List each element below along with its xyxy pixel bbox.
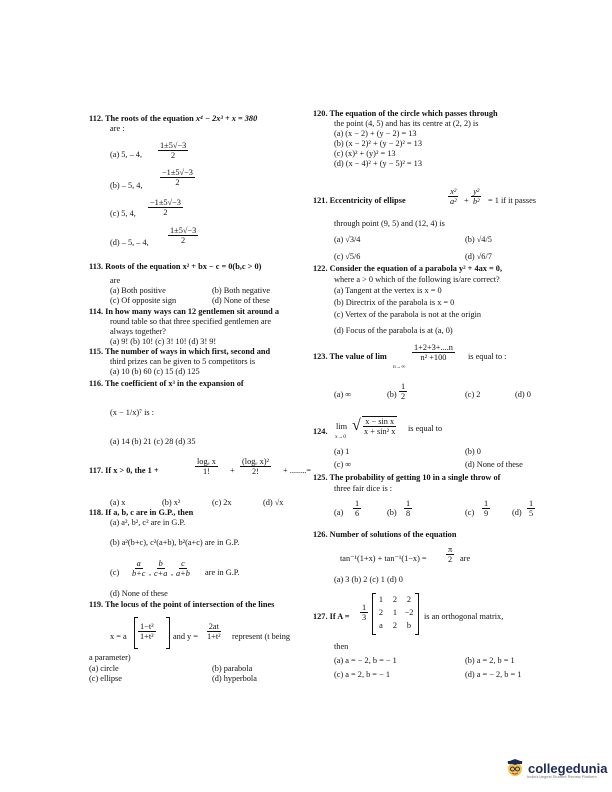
q121-term-2: y² b²: [473, 187, 480, 206]
matrix-cell: 2: [392, 621, 398, 630]
q117-stem-tail: + ........=: [283, 466, 312, 475]
q113-stem: 113. Roots of the equation x² + bx − c = 0(b,c > 0): [89, 262, 262, 271]
q118-stem: 118. If a, b, c are in G.P., then: [89, 508, 194, 517]
q123-stem: 123. The value of lim: [313, 352, 387, 361]
q123-limit-subscript: n→∞: [393, 364, 406, 370]
q121-option-a: (a) √3/4: [334, 235, 361, 244]
q122-option-d: (d) Focus of the parabola is at (a, 0): [334, 326, 453, 335]
q127-stem: 127. If A =: [313, 612, 350, 621]
q124-option-d: (d) None of these: [465, 460, 523, 469]
q113-option-c: (c) Of opposite sign: [110, 296, 177, 305]
q124-stem: 124.: [313, 427, 328, 436]
q114-options: (a) 9! (b) 10! (c) 3! 10! (d) 3! 9!: [110, 337, 217, 346]
q125-option-d: (d): [512, 508, 522, 517]
q127-option-c: (c) a = 2, b = − 1: [334, 670, 390, 679]
matrix-cell: 1: [378, 595, 384, 604]
q117-option-b: (b) x²: [162, 498, 181, 507]
q116-options: (a) 14 (b) 21 (c) 28 (d) 35: [110, 437, 196, 446]
q112-option-c: (c) 5, 4,: [110, 209, 136, 218]
q123-option-a: (a) ∞: [334, 390, 352, 399]
q125-option-b: (b): [387, 508, 397, 517]
q112-option-a-fraction: 1±5√−3 2: [160, 141, 187, 160]
q127-option-b: (b) a = 2, b = 1: [465, 656, 515, 665]
q126-equation: tan⁻¹(1+x) + tan⁻¹(1−x) =: [340, 554, 427, 563]
brand-tagline: India's largest Student Review Platform: [527, 774, 597, 779]
q118-c-comma: ,: [149, 568, 152, 577]
q120-option-c: (c) (x)² + (y)² = 13: [334, 149, 396, 158]
q119-mid: and y =: [173, 632, 198, 641]
q123-fraction: 1+2+3+....n n² +100: [414, 343, 453, 362]
q127-then: then: [334, 642, 349, 651]
q117-term-2: (logₑ x)² 2!: [242, 457, 269, 476]
q117-option-c: (c) 2x: [212, 498, 232, 507]
q119-option-d: (d) hyperbola: [212, 674, 257, 683]
q127-stem-tail: is an orthogonal matrix,: [424, 612, 504, 621]
q125-option-d-fraction: 1 5: [529, 499, 534, 518]
q124-stem-tail: is equal to: [408, 424, 443, 433]
q121-option-d: (d) √6/7: [465, 252, 492, 261]
q124-option-a: (a) 1: [334, 447, 350, 456]
q119-option-a: (a) circle: [89, 664, 119, 673]
matrix-cell: b: [406, 621, 412, 630]
q124-option-b: (b) 0: [465, 447, 481, 456]
collegedunia-logo[interactable]: [505, 758, 607, 778]
q113-option-a: (a) Both positive: [110, 286, 166, 295]
q112-stem-tail: are :: [110, 124, 125, 133]
q126-equation-tail: are: [460, 554, 471, 563]
q124-option-c: (c) ∞: [334, 460, 352, 469]
q112-option-a: (a) 5, – 4,: [110, 150, 143, 159]
q113-option-d: (d) None of these: [212, 296, 270, 305]
q114-stem: 114. In how many ways can 12 gentlemen sit around a: [89, 307, 280, 316]
q127-coefficient: 1 3: [362, 603, 367, 622]
q117-plus: +: [230, 466, 235, 475]
q119-stem-line: a parameter): [89, 653, 131, 662]
matrix-cell: a: [379, 621, 383, 630]
q112-option-d: (d) – 5, – 4,: [110, 238, 149, 247]
brand-name: collegedunia: [528, 760, 608, 776]
q112-option-c-fraction: −1±5√−3 2: [150, 198, 181, 217]
q122-option-b: (b) Directrix of the parabola is x = 0: [334, 298, 455, 307]
q118-c-comma: ,: [171, 568, 174, 577]
q118-c-term-1: a b+c: [132, 559, 146, 578]
q119-x-fraction: 1−t² 1+t²: [140, 622, 154, 641]
q125-option-c: (c): [465, 508, 475, 517]
q121-stem-tail: = 1 if it passes: [488, 196, 537, 205]
q118-c-term-3: c a+b: [176, 559, 190, 578]
q123-option-c: (c) 2: [465, 390, 481, 399]
matrix-cell: 1: [392, 608, 398, 617]
q123-option-b: (b): [387, 390, 397, 399]
q119-y-fraction: 2at 1+t²: [207, 622, 221, 641]
matrix-bracket-right: [415, 593, 419, 635]
q119-option-b: (b) parabola: [212, 664, 253, 673]
q121-option-b: (b) √4/5: [465, 235, 492, 244]
q119-option-c: (c) ellipse: [89, 674, 122, 683]
q120-stem: 120. The equation of the circle which passes through: [313, 109, 498, 118]
q125-option-a-fraction: 1 6: [355, 499, 360, 518]
q118-option-d: (d) None of these: [110, 589, 168, 598]
q112-option-b: (b) – 5, 4,: [110, 181, 143, 190]
q127-option-a: (a) a = − 2, b = − 1: [334, 656, 397, 665]
q121-term-1: x² a²: [450, 187, 457, 206]
q119-stem-tail: represent (t being: [232, 632, 291, 641]
q118-option-a: (a) a², b², c² are in G.P.: [110, 518, 186, 527]
q125-stem: 125. The probability of getting 10 in a single throw of: [313, 473, 501, 482]
q127-option-d: (d) a = − 2, b = 1: [465, 670, 522, 679]
q121-plus: +: [464, 196, 469, 205]
q124-limit-subscript: x→0: [335, 434, 346, 440]
q120-option-d: (d) (x − 4)² + (y − 5)² = 13: [334, 159, 422, 168]
q123-option-d: (d) 0: [515, 390, 531, 399]
q112-stem: 112. The roots of the equation x⁴ − 2x³ + x = 380: [89, 114, 258, 123]
q115-options: (a) 10 (b) 60 (c) 15 (d) 125: [110, 367, 200, 376]
q117-option-a: (a) x: [110, 498, 126, 507]
q117-stem: 117. If x > 0, the 1 +: [89, 466, 159, 475]
q124-lim: lim: [336, 422, 348, 431]
q115-stem: 115. The number of ways in which first, second and: [89, 347, 271, 356]
matrix-cell: 2: [406, 595, 412, 604]
matrix-cell: 2: [378, 608, 384, 617]
q126-stem: 126. Number of solutions of the equation: [313, 530, 457, 539]
q125-option-c-fraction: 1 9: [484, 499, 489, 518]
q116-stem: 116. The coefficient of x³ in the expansion of: [89, 379, 244, 388]
q119-x-eq: x = a: [110, 632, 127, 641]
q121-stem-line: through point (9, 5) and (12, 4) is: [334, 219, 445, 228]
q119-stem: 119. The locus of the point of intersection of the lines: [89, 600, 275, 609]
q123-option-b-fraction: 1 2: [401, 382, 406, 401]
q122-option-c: (c) Vertex of the parabola is not at the origin: [334, 310, 482, 319]
q124-sqrt-sign: √: [352, 417, 361, 434]
q112-option-b-fraction: −1±5√−3 2: [162, 168, 193, 187]
q116-expression: (x − 1/x)⁷ is :: [110, 408, 154, 417]
q121-option-c: (c) √5/6: [334, 252, 361, 261]
q123-stem-tail: is equal to :: [468, 352, 507, 361]
q119-bracket-right: [166, 617, 170, 649]
q112-option-d-fraction: 1±5√−3 2: [170, 226, 197, 245]
q120-option-b: (b) (x − 2)² + (y − 2)² = 13: [334, 139, 422, 148]
q113-option-b: (b) Both negative: [212, 286, 271, 295]
matrix-cell: 2: [392, 595, 398, 604]
q118-option-c: (c): [110, 568, 120, 577]
q118-c-tail: are in G.P.: [205, 568, 240, 577]
matrix-cell: −2: [404, 608, 414, 617]
q122-stem: 122. Consider the equation of a parabola y² + 4ax = 0,: [313, 264, 503, 273]
graduate-avatar-icon: [505, 758, 525, 778]
q118-option-b: (b) a²(b+c), c²(a+b), b²(a+c) are in G.P.: [110, 538, 240, 547]
q118-c-term-2: b c+a: [154, 559, 168, 578]
q126-equation-fraction: π 2: [448, 545, 453, 564]
q114-stem-line: round table so that three specified gentlemen are: [110, 317, 272, 326]
q117-option-d: (d) √x: [263, 498, 284, 507]
q122-stem-line: where a > 0 which of the following is/are correct?: [334, 275, 500, 284]
q120-option-a: (a) (x − 2) + (y − 2) = 13: [334, 129, 417, 138]
q125-stem-line: three fair dice is :: [334, 484, 393, 493]
q113-stem-line: are: [110, 276, 121, 285]
q117-term-1: logₑ x 1!: [197, 457, 216, 476]
q121-stem: 121. Eccentricity of ellipse: [313, 196, 406, 205]
q124-fraction: x − sin x x + sin² x: [364, 417, 396, 436]
q125-option-a: (a): [334, 508, 344, 517]
q115-stem-line: third prizes can be given to 5 competitors is: [110, 357, 256, 366]
q120-stem-line: the point (4, 5) and has its centre at (2, 2) is: [334, 119, 479, 128]
q114-stem-line: always together?: [110, 327, 166, 336]
q125-option-b-fraction: 1 8: [406, 499, 411, 518]
q122-option-a: (a) Tangent at the vertex is x = 0: [334, 286, 442, 295]
q126-options: (a) 3 (b) 2 (c) 1 (d) 0: [334, 575, 403, 584]
